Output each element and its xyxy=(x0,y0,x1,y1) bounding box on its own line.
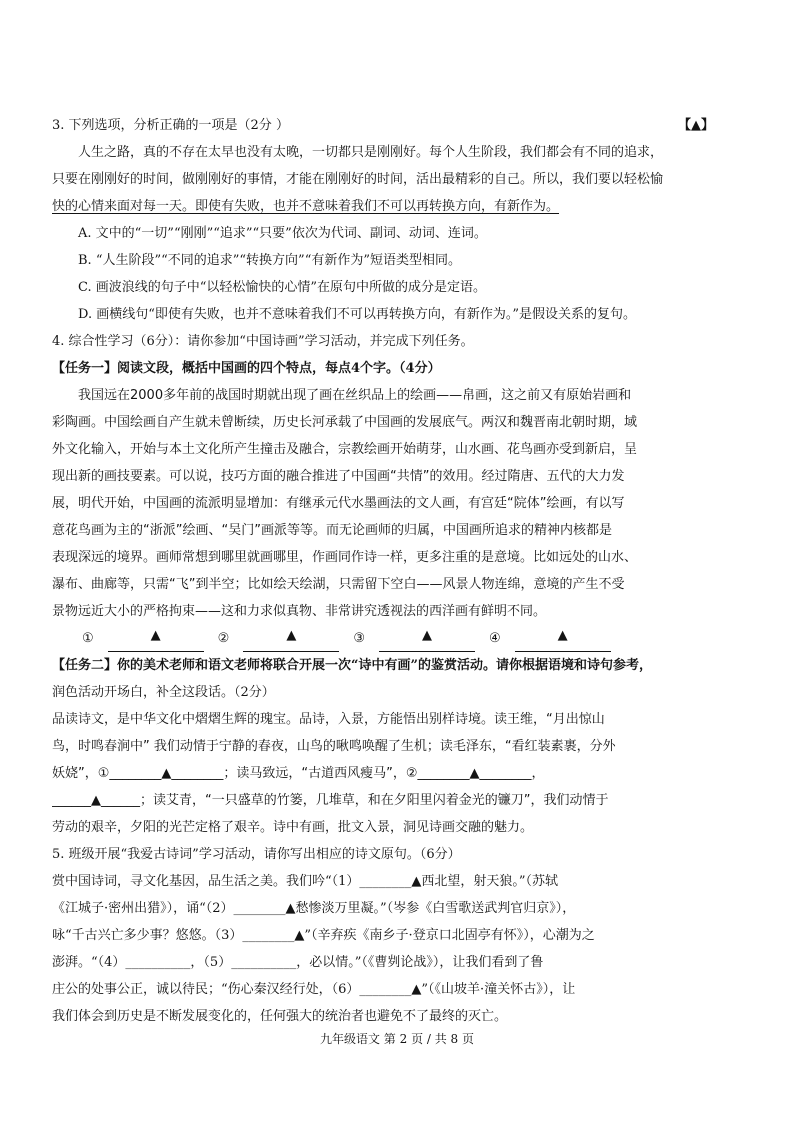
task-1-passage-line-1: 我国远在2000多年前的战国时期就出现了画在丝织品上的绘画——帛画，这之前又有原始岩画和 xyxy=(78,388,632,403)
task-1-passage-line-5: 展，明代开始，中国画的流派明显增加：有继承元代水墨画法的文人画，有宫廷“院体”绘画，有以写 xyxy=(52,496,625,511)
question-4-title: 4. 综合性学习（6分）：请你参加“中国诗画”学习活动，并完成下列任务。 xyxy=(52,334,474,349)
q3-option-c: C. 画波浪线的句子中“以轻松愉快的心情”在原句中所做的成分是定语。 xyxy=(78,280,487,295)
q5-passage-line-2: 《江城子·密州出猎》），诵“（2）________▲愁惨淡万里凝。”（岑参《白雪歌送武判官归京》）， xyxy=(52,901,576,916)
task-2-passage-line-5: 劳动的艰辛，夕阳的光芒定格了艰辛。诗中有画，批文入景，洞见诗画交融的魅力。 xyxy=(52,820,534,835)
q3-option-a: A. 文中的“一切”“刚刚”“追求”“只要”依次为代词、副词、动词、连词。 xyxy=(78,226,487,241)
task-1-passage-line-6: 意花鸟画为主的“浙派”绘画、“吴门”画派等等。而无论画师的归属，中国画所追求的精神内核都是 xyxy=(52,523,612,538)
answer-blank-1[interactable]: ▲ xyxy=(108,625,204,652)
task-2-passage-line-1: 品读诗文，是中华文化中熠熠生辉的瑰宝。品诗，入景，方能悟出别样诗境。读王维，“月出惊山 xyxy=(52,712,605,727)
answer-blank-3[interactable]: ▲ xyxy=(379,625,475,652)
task-1-passage-line-3: 外文化输入，开始与本土文化所产生撞击及融合，宗教绘画开始萌芽，山水画、花鸟画亦受到新启，呈 xyxy=(52,442,638,457)
task-1-passage-line-7: 表现深远的境界。画师常想到哪里就画哪里，作画同作诗一样，更多注重的是意境。比如远处的山水、 xyxy=(52,550,638,565)
task-2-passage-line-4: ______▲______；读艾青，“一只盛草的竹篓，几堆草，和在夕阳里闪着金光的镰刀”，我们动情于 xyxy=(52,793,609,808)
q5-passage-line-4: 澎湃。“（4）__________，（5）__________，必以情。”（《曹刿论战》），让我们看到了鲁 xyxy=(52,955,544,970)
q3-passage-line-3: 快的心情来面对每一天。即使有失败，也并不意味着我们不可以再转换方向，有新作为。 xyxy=(52,199,560,214)
question-3-title: 3. 下列选项，分析正确的一项是（2分 ） xyxy=(52,118,289,133)
page-footer: 九年级语文 第 2 页 / 共 8 页 xyxy=(319,1032,474,1046)
task-1-passage-line-4: 现出新的画技要素。可以说，技巧方面的融合推进了中国画“共情”的效用。经过隋唐、五代的大力发 xyxy=(52,469,625,484)
question-5-title: 5. 班级开展“我爱古诗词”学习活动，请你写出相应的诗文原句。（6分） xyxy=(52,847,461,862)
task-2-title-line-2: 润色活动开场白，补全这段话。（2分） xyxy=(52,685,275,700)
blank-3-label: ③ xyxy=(353,631,365,646)
page-content xyxy=(52,112,714,1030)
task-2-passage-line-2: 鸟，时鸣春涧中” 我们动情于宁静的春夜，山鸟的啾鸣唤醒了生机；读毛泽东，“看红装素裹，分外 xyxy=(52,739,616,754)
q5-passage-line-1: 赏中国诗词，寻文化基因，品生活之美。我们吟“（1）________▲西北望，射天狼。”（苏轼 xyxy=(52,874,559,889)
q5-passage-line-3: 咏“千古兴亡多少事？悠悠。（3）________▲”（辛弃疾《南乡子·登京口北固亭有怀》），心潮为之 xyxy=(52,928,595,943)
task-1-passage-line-8: 瀑布、曲廊等，只需“飞”到半空；比如绘天绘湖，只需留下空白——风景人物连绵，意境的产生不受 xyxy=(52,577,625,592)
task-2-passage-line-3: 妖娆”，①________▲________；读马致远，“古道西风瘦马”，②________▲________， xyxy=(52,766,545,781)
task-2-title-line-1: 【任务二】你的美术老师和语文老师将联合开展一次“诗中有画”的鉴赏活动。请你根据语境和诗句参考， xyxy=(52,658,652,673)
q5-passage-line-5: 庄公的处事公正，诚以待民；“伤心秦汉经行处，（6）________▲”（《山坡羊·潼关怀古》），让 xyxy=(52,982,576,997)
q3-passage-line-1: 人生之路，真的不存在太早也没有太晚，一切都只是刚刚好。每个人生阶段，我们都会有不同的追求， xyxy=(78,145,664,160)
q5-passage-line-6: 我们体会到历史是不断发展变化的，任何强大的统治者也避免不了最终的灭亡。 xyxy=(52,1009,508,1024)
answer-blank-4[interactable]: ▲ xyxy=(515,625,611,652)
blank-1-label: ① xyxy=(82,631,94,646)
task-1-title: 【任务一】阅读文段，概括中国画的四个特点，每点4个字。（4分） xyxy=(52,361,441,376)
question-3-header xyxy=(52,112,714,139)
answer-mark: 【▲】 xyxy=(678,118,714,133)
blank-4-label: ④ xyxy=(488,631,501,646)
blank-2-label: ② xyxy=(217,631,230,646)
q3-option-d: D. 画横线句“即使有失败，也并不意味着我们不可以再转换方向，有新作为。”是假设关系的复句。 xyxy=(78,307,637,322)
task-1-passage-line-2: 彩陶画。中国绘画自产生就未曾断续，历史长河承载了中国画的发展底气。两汉和魏晋南北朝时期，域 xyxy=(52,415,638,430)
q3-option-b: B. “人生阶段”“不同的追求”“转换方向”“有新作为”短语类型相同。 xyxy=(78,253,461,268)
task-1-answer-blanks xyxy=(52,625,714,652)
task-1-passage-line-9: 景物远近大小的严格拘束——这和力求似真物、非常讲究透视法的西洋画有鲜明不同。 xyxy=(52,604,547,619)
answer-blank-2[interactable]: ▲ xyxy=(243,625,339,652)
q3-passage-line-2: 只要在刚刚好的时间，做刚刚好的事情，才能在刚刚好的时间，活出最精彩的自己。所以，我们要以轻松愉 xyxy=(52,172,664,187)
